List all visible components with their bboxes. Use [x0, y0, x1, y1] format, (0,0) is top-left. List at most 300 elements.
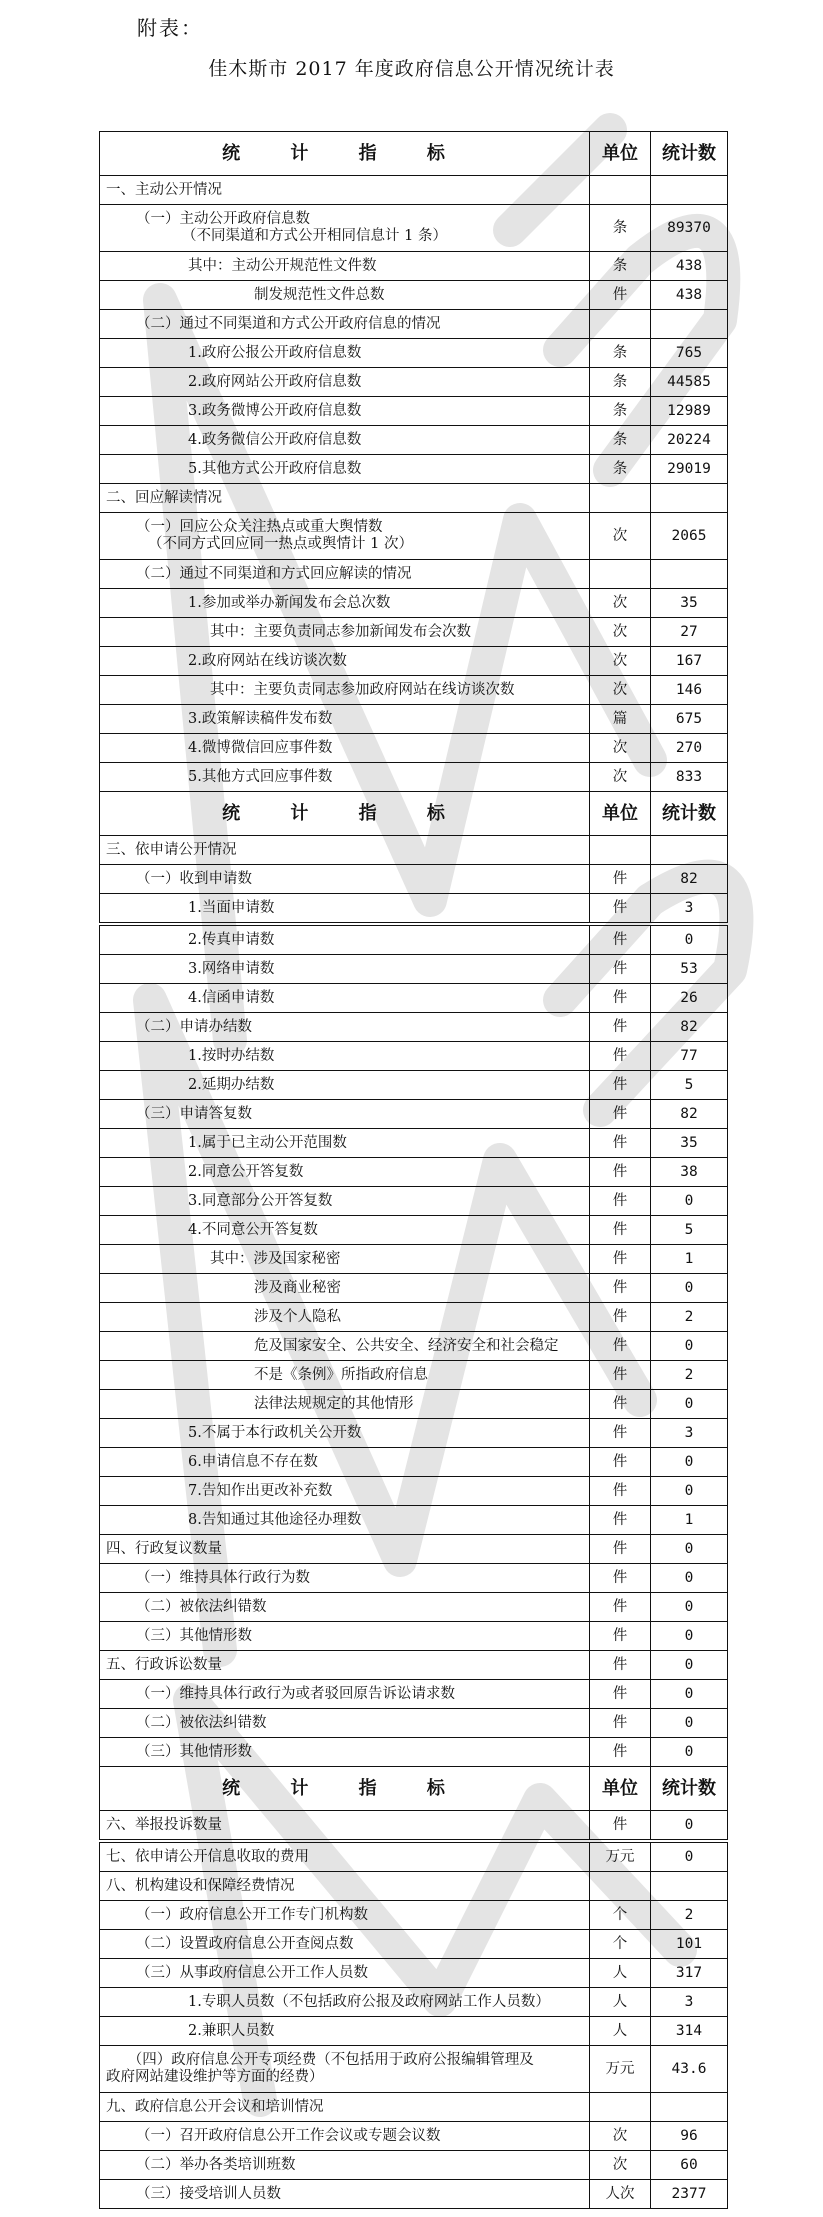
table-row — [100, 560, 728, 589]
indicator-label: （二）设置政府信息公开查阅点数 — [136, 1935, 354, 1952]
header-indicator-label: 统 计 指 标 — [222, 1778, 467, 1799]
indicator-label: （二）被依法纠错数 — [136, 1714, 267, 1731]
indicator-cell — [100, 281, 590, 310]
indicator-cell — [100, 1593, 590, 1622]
header-count: 统计数 — [651, 792, 728, 836]
unit-cell: 件 — [590, 1622, 651, 1651]
header-indicator — [100, 1767, 590, 1811]
table-row — [100, 1013, 728, 1042]
table-row — [100, 205, 728, 252]
count-cell — [651, 560, 728, 589]
indicator-label: 3.政务微博公开政府信息数 — [188, 402, 362, 419]
unit-cell: 万元 — [590, 2046, 651, 2093]
count-cell — [651, 1872, 728, 1901]
table-row — [100, 252, 728, 281]
table-row — [100, 1390, 728, 1419]
table-header-row — [100, 132, 728, 176]
unit-cell: 次 — [590, 513, 651, 560]
count-cell: 2 — [651, 1901, 728, 1930]
count-cell: 82 — [651, 865, 728, 894]
unit-cell: 万元 — [590, 1841, 651, 1872]
count-cell: 44585 — [651, 368, 728, 397]
unit-cell — [590, 1872, 651, 1901]
table-row — [100, 1158, 728, 1187]
count-cell: 82 — [651, 1100, 728, 1129]
table-row — [100, 676, 728, 705]
indicator-cell — [100, 647, 590, 676]
indicator-label: 5.其他方式公开政府信息数 — [188, 460, 362, 477]
count-cell — [651, 484, 728, 513]
count-cell: 35 — [651, 1129, 728, 1158]
count-cell: 27 — [651, 618, 728, 647]
table-row — [100, 1361, 728, 1390]
unit-cell: 件 — [590, 1390, 651, 1419]
table-row — [100, 734, 728, 763]
indicator-cell — [100, 1680, 590, 1709]
table-row — [100, 984, 728, 1013]
count-cell: 0 — [651, 1390, 728, 1419]
table-row — [100, 836, 728, 865]
count-cell — [651, 176, 728, 205]
table-row — [100, 1680, 728, 1709]
indicator-label: 其中：主要负责同志参加新闻发布会次数 — [210, 623, 471, 640]
count-cell: 0 — [651, 1738, 728, 1767]
table-row — [100, 1448, 728, 1477]
indicator-cell — [100, 1158, 590, 1187]
indicator-label: 3.网络申请数 — [188, 960, 275, 977]
indicator-cell — [100, 705, 590, 734]
indicator-label: （二）被依法纠错数 — [136, 1598, 267, 1615]
indicator-cell — [100, 734, 590, 763]
count-cell: 1 — [651, 1245, 728, 1274]
table-row — [100, 513, 728, 560]
indicator-label: 制发规范性文件总数 — [254, 286, 385, 303]
indicator-cell — [100, 2180, 590, 2209]
unit-cell: 件 — [590, 1042, 651, 1071]
table-header-row — [100, 792, 728, 836]
table-row — [100, 2093, 728, 2122]
count-cell — [651, 836, 728, 865]
table-row — [100, 1535, 728, 1564]
table-row — [100, 589, 728, 618]
count-cell: 0 — [651, 1811, 728, 1842]
table-row — [100, 2180, 728, 2209]
unit-cell: 件 — [590, 1709, 651, 1738]
header-indicator — [100, 792, 590, 836]
indicator-cell — [100, 589, 590, 618]
count-cell: 29019 — [651, 455, 728, 484]
table-row — [100, 618, 728, 647]
unit-cell: 件 — [590, 1564, 651, 1593]
indicator-label: （一）召开政府信息公开工作会议或专题会议数 — [136, 2127, 441, 2144]
count-cell: 96 — [651, 2122, 728, 2151]
unit-cell: 件 — [590, 1129, 651, 1158]
count-cell: 0 — [651, 924, 728, 955]
unit-cell: 件 — [590, 894, 651, 925]
table-row — [100, 955, 728, 984]
indicator-cell — [100, 2017, 590, 2046]
unit-cell: 件 — [590, 1187, 651, 1216]
table-row — [100, 1593, 728, 1622]
unit-cell: 条 — [590, 455, 651, 484]
count-cell — [651, 310, 728, 339]
count-cell: 0 — [651, 1593, 728, 1622]
page-title: 佳木斯市 2017 年度政府信息公开情况统计表 — [208, 58, 615, 80]
table-row — [100, 426, 728, 455]
count-cell: 53 — [651, 955, 728, 984]
unit-cell — [590, 176, 651, 205]
table-row — [100, 1245, 728, 1274]
table-row — [100, 1419, 728, 1448]
indicator-label: （二）通过不同渠道和方式公开政府信息的情况 — [136, 315, 441, 332]
unit-cell: 篇 — [590, 705, 651, 734]
count-cell — [651, 2093, 728, 2122]
table-row — [100, 1622, 728, 1651]
indicator-label: （二）申请办结数 — [136, 1018, 252, 1035]
count-cell: 270 — [651, 734, 728, 763]
indicator-cell — [100, 368, 590, 397]
table-row — [100, 1274, 728, 1303]
unit-cell: 件 — [590, 1332, 651, 1361]
indicator-label: 6.申请信息不存在数 — [188, 1453, 318, 1470]
header-unit: 单位 — [590, 1767, 651, 1811]
table-row — [100, 1332, 728, 1361]
count-cell: 0 — [651, 1709, 728, 1738]
count-cell: 0 — [651, 1622, 728, 1651]
unit-cell: 件 — [590, 281, 651, 310]
indicator-cell — [100, 1622, 590, 1651]
unit-cell: 人 — [590, 1988, 651, 2017]
indicator-cell — [100, 1042, 590, 1071]
count-cell: 43.6 — [651, 2046, 728, 2093]
indicator-label: （一）主动公开政府信息数 — [136, 211, 310, 227]
indicator-label: （一）维持具体行政行为或者驳回原告诉讼请求数 — [136, 1685, 455, 1702]
indicator-label: （三）其他情形数 — [136, 1627, 252, 1644]
indicator-cell — [100, 1651, 590, 1680]
unit-cell — [590, 2093, 651, 2122]
unit-cell — [590, 560, 651, 589]
unit-cell: 件 — [590, 1013, 651, 1042]
table-row — [100, 1303, 728, 1332]
count-cell: 833 — [651, 763, 728, 792]
count-cell: 89370 — [651, 205, 728, 252]
table-row — [100, 368, 728, 397]
indicator-cell — [100, 1419, 590, 1448]
indicator-cell — [100, 1013, 590, 1042]
indicator-label: 三、依申请公开情况 — [106, 841, 237, 858]
header-indicator-label: 统 计 指 标 — [222, 143, 467, 164]
indicator-label: 四、行政复议数量 — [106, 1540, 222, 1557]
unit-cell: 次 — [590, 2151, 651, 2180]
count-cell: 77 — [651, 1042, 728, 1071]
table-row — [100, 1129, 728, 1158]
unit-cell: 件 — [590, 1811, 651, 1842]
unit-cell: 件 — [590, 1680, 651, 1709]
indicator-cell — [100, 1361, 590, 1390]
count-cell: 2377 — [651, 2180, 728, 2209]
indicator-label: （一）回应公众关注热点或重大舆情数 — [136, 519, 383, 535]
unit-cell: 件 — [590, 1303, 651, 1332]
unit-cell: 件 — [590, 1593, 651, 1622]
unit-cell: 条 — [590, 426, 651, 455]
indicator-label: 一、主动公开情况 — [106, 181, 222, 198]
unit-cell: 件 — [590, 1274, 651, 1303]
unit-cell: 件 — [590, 1738, 651, 1767]
table-row — [100, 1930, 728, 1959]
table-row — [100, 894, 728, 925]
indicator-label: 其中：主动公开规范性文件数 — [188, 257, 377, 274]
indicator-label: 五、行政诉讼数量 — [106, 1656, 222, 1673]
table-row — [100, 865, 728, 894]
count-cell: 3 — [651, 1988, 728, 2017]
indicator-cell — [100, 676, 590, 705]
indicator-cell — [100, 176, 590, 205]
unit-cell: 件 — [590, 984, 651, 1013]
table-row — [100, 1959, 728, 1988]
table-row — [100, 1506, 728, 1535]
statistics-table — [99, 131, 728, 2209]
unit-cell — [590, 484, 651, 513]
indicator-cell — [100, 205, 590, 252]
count-cell: 35 — [651, 589, 728, 618]
indicator-label: 2.政府网站在线访谈次数 — [188, 652, 347, 669]
indicator-cell — [100, 924, 590, 955]
appendix-label: 附表： — [137, 16, 203, 40]
indicator-cell — [100, 252, 590, 281]
indicator-cell — [100, 1738, 590, 1767]
indicator-label: 3.同意部分公开答复数 — [188, 1192, 333, 1209]
unit-cell: 件 — [590, 955, 651, 984]
indicator-label: 涉及个人隐私 — [254, 1308, 341, 1325]
count-cell: 101 — [651, 1930, 728, 1959]
unit-cell: 件 — [590, 1361, 651, 1390]
indicator-label: 六、举报投诉数量 — [106, 1816, 222, 1833]
unit-cell: 件 — [590, 1071, 651, 1100]
unit-cell: 人 — [590, 2017, 651, 2046]
indicator-cell — [100, 1841, 590, 1872]
indicator-cell — [100, 618, 590, 647]
header-unit: 单位 — [590, 132, 651, 176]
count-cell: 0 — [651, 1535, 728, 1564]
indicator-cell — [100, 2151, 590, 2180]
count-cell: 675 — [651, 705, 728, 734]
indicator-label: （三）其他情形数 — [136, 1743, 252, 1760]
indicator-cell — [100, 1245, 590, 1274]
indicator-cell — [100, 484, 590, 513]
unit-cell: 件 — [590, 1100, 651, 1129]
indicator-cell — [100, 763, 590, 792]
indicator-label: 2.同意公开答复数 — [188, 1163, 304, 1180]
count-cell: 146 — [651, 676, 728, 705]
indicator-cell — [100, 1274, 590, 1303]
count-cell: 2065 — [651, 513, 728, 560]
unit-cell: 次 — [590, 589, 651, 618]
indicator-label: 1.按时办结数 — [188, 1047, 275, 1064]
unit-cell: 件 — [590, 1477, 651, 1506]
header-count: 统计数 — [651, 1767, 728, 1811]
count-cell: 167 — [651, 647, 728, 676]
table-row — [100, 763, 728, 792]
unit-cell: 次 — [590, 2122, 651, 2151]
indicator-label: （二）通过不同渠道和方式回应解读的情况 — [136, 565, 412, 582]
indicator-cell — [100, 1959, 590, 1988]
count-cell: 0 — [651, 1448, 728, 1477]
table-row — [100, 924, 728, 955]
unit-cell: 件 — [590, 924, 651, 955]
count-cell: 0 — [651, 1841, 728, 1872]
header-unit: 单位 — [590, 792, 651, 836]
count-cell: 314 — [651, 2017, 728, 2046]
indicator-cell — [100, 1216, 590, 1245]
indicator-cell — [100, 1071, 590, 1100]
table-row — [100, 1872, 728, 1901]
count-cell: 0 — [651, 1477, 728, 1506]
indicator-cell — [100, 1564, 590, 1593]
unit-cell: 次 — [590, 647, 651, 676]
indicator-label: 3.政策解读稿件发布数 — [188, 710, 333, 727]
table-row — [100, 1811, 728, 1842]
count-cell: 438 — [651, 252, 728, 281]
table-header-row — [100, 1767, 728, 1811]
unit-cell: 个 — [590, 1930, 651, 1959]
unit-cell: 条 — [590, 339, 651, 368]
indicator-label: 1.当面申请数 — [188, 899, 275, 916]
unit-cell: 件 — [590, 1158, 651, 1187]
unit-cell: 条 — [590, 205, 651, 252]
indicator-label: 2.传真申请数 — [188, 931, 275, 948]
table-row — [100, 310, 728, 339]
indicator-note: 政府网站建设维护等方面的经费） — [106, 2069, 324, 2085]
indicator-label: （四）政府信息公开专项经费（不包括用于政府公报编辑管理及 — [106, 2052, 534, 2068]
table-row — [100, 1988, 728, 2017]
unit-cell: 次 — [590, 618, 651, 647]
count-cell: 2 — [651, 1361, 728, 1390]
indicator-cell — [100, 1129, 590, 1158]
table-row — [100, 1100, 728, 1129]
header-indicator — [100, 132, 590, 176]
indicator-label: 5.不属于本行政机关公开数 — [188, 1424, 362, 1441]
indicator-label: 其中：涉及国家秘密 — [210, 1250, 341, 1267]
indicator-cell — [100, 2122, 590, 2151]
indicator-label: 2.延期办结数 — [188, 1076, 275, 1093]
indicator-cell — [100, 1872, 590, 1901]
indicator-cell — [100, 1930, 590, 1959]
indicator-label: （一）维持具体行政行为数 — [136, 1569, 310, 1586]
unit-cell: 条 — [590, 397, 651, 426]
indicator-label: 2.政府网站公开政府信息数 — [188, 373, 362, 390]
count-cell: 5 — [651, 1071, 728, 1100]
indicator-cell — [100, 397, 590, 426]
indicator-label: 1.政府公报公开政府信息数 — [188, 344, 362, 361]
indicator-label: 4.信函申请数 — [188, 989, 275, 1006]
indicator-label: （三）接受培训人员数 — [136, 2185, 281, 2202]
indicator-label: （三）申请答复数 — [136, 1105, 252, 1122]
indicator-label: 8.告知通过其他途径办理数 — [188, 1511, 362, 1528]
indicator-label: 九、政府信息公开会议和培训情况 — [106, 2098, 324, 2115]
indicator-cell — [100, 955, 590, 984]
indicator-cell — [100, 1901, 590, 1930]
table-row — [100, 705, 728, 734]
indicator-label: 七、依申请公开信息收取的费用 — [106, 1848, 309, 1865]
unit-cell — [590, 836, 651, 865]
count-cell: 26 — [651, 984, 728, 1013]
indicator-label: 1.属于已主动公开范围数 — [188, 1134, 347, 1151]
table-row — [100, 1841, 728, 1872]
indicator-cell — [100, 1535, 590, 1564]
indicator-cell — [100, 513, 590, 560]
unit-cell: 件 — [590, 1535, 651, 1564]
table-row — [100, 1216, 728, 1245]
indicator-cell — [100, 2093, 590, 2122]
table-row — [100, 1738, 728, 1767]
unit-cell: 件 — [590, 865, 651, 894]
count-cell: 20224 — [651, 426, 728, 455]
unit-cell — [590, 310, 651, 339]
indicator-label: 危及国家安全、公共安全、经济安全和社会稳定 — [254, 1337, 559, 1354]
unit-cell: 件 — [590, 1216, 651, 1245]
indicator-cell — [100, 865, 590, 894]
indicator-cell — [100, 339, 590, 368]
table-row — [100, 339, 728, 368]
unit-cell: 件 — [590, 1245, 651, 1274]
table-row — [100, 2017, 728, 2046]
indicator-label: 1.专职人员数（不包括政府公报及政府网站工作人员数） — [188, 1993, 550, 2010]
table-row — [100, 1901, 728, 1930]
indicator-note: （不同方式回应同一热点或舆情计 1 次） — [148, 536, 413, 552]
indicator-cell — [100, 1448, 590, 1477]
table-row — [100, 647, 728, 676]
header-indicator-label: 统 计 指 标 — [222, 803, 467, 824]
table-row — [100, 281, 728, 310]
unit-cell: 次 — [590, 763, 651, 792]
indicator-label: 4.政务微信公开政府信息数 — [188, 431, 362, 448]
indicator-cell — [100, 560, 590, 589]
table-row — [100, 1477, 728, 1506]
indicator-label: 其中：主要负责同志参加政府网站在线访谈次数 — [210, 681, 515, 698]
indicator-cell — [100, 894, 590, 925]
unit-cell: 件 — [590, 1419, 651, 1448]
indicator-label: 7.告知作出更改补充数 — [188, 1482, 333, 1499]
indicator-label: 涉及商业秘密 — [254, 1279, 341, 1296]
indicator-cell — [100, 1332, 590, 1361]
indicator-label: （二）举办各类培训班数 — [136, 2156, 296, 2173]
count-cell: 60 — [651, 2151, 728, 2180]
indicator-cell — [100, 1709, 590, 1738]
indicator-cell — [100, 1506, 590, 1535]
count-cell: 0 — [651, 1187, 728, 1216]
indicator-cell — [100, 455, 590, 484]
indicator-note: （不同渠道和方式公开相同信息计 1 条） — [182, 228, 447, 244]
table-row — [100, 1709, 728, 1738]
count-cell: 317 — [651, 1959, 728, 1988]
count-cell: 3 — [651, 1419, 728, 1448]
table-row — [100, 176, 728, 205]
indicator-cell — [100, 1390, 590, 1419]
indicator-label: 1.参加或举办新闻发布会总次数 — [188, 594, 391, 611]
count-cell: 0 — [651, 1564, 728, 1593]
count-cell: 3 — [651, 894, 728, 925]
table-row — [100, 1071, 728, 1100]
header-count: 统计数 — [651, 132, 728, 176]
count-cell: 12989 — [651, 397, 728, 426]
indicator-cell — [100, 1477, 590, 1506]
table-row — [100, 1187, 728, 1216]
unit-cell: 件 — [590, 1506, 651, 1535]
indicator-cell — [100, 310, 590, 339]
unit-cell: 人次 — [590, 2180, 651, 2209]
table-row — [100, 2151, 728, 2180]
indicator-cell — [100, 426, 590, 455]
